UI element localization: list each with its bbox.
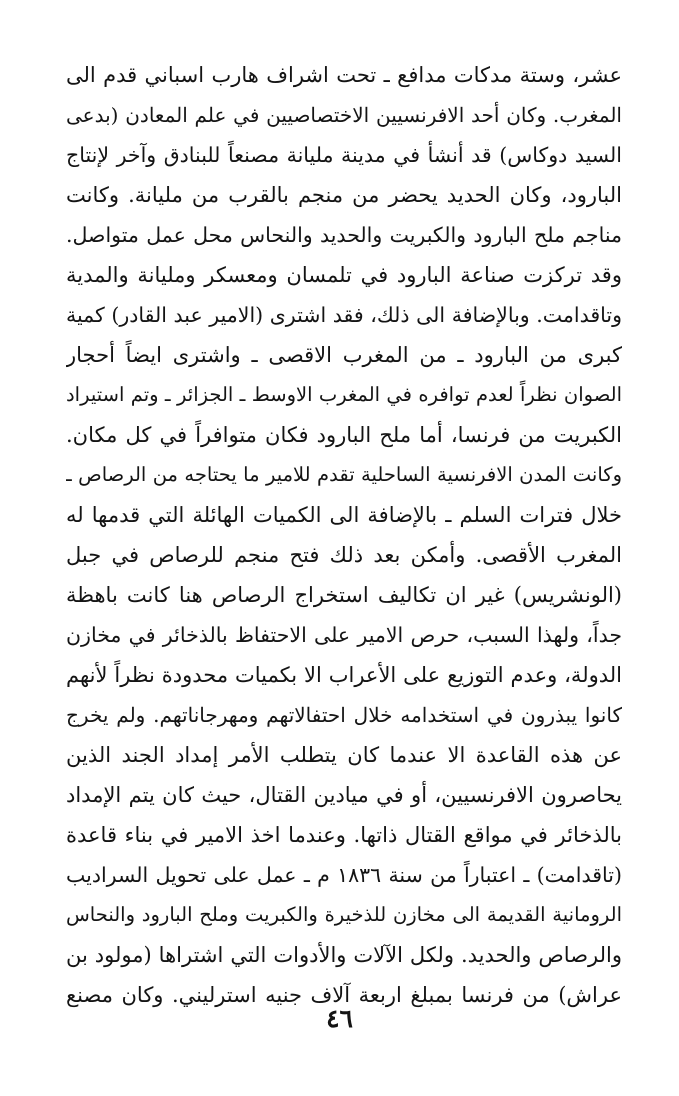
text-line-8: كبرى من البارود ـ من المغرب الاقصى ـ واشترى ايضاً أحجار [66,343,622,367]
text-line-11: وكانت المدن الافرنسية الساحلية تقدم للامير ما يحتاجه من الرصاص ـ [66,463,622,486]
text-line-6: وقد تركزت صناعة البارود في تلمسان ومعسكر ومليانة والمدية [66,263,622,287]
text-line-15: جداً، ولهذا السبب، حرص الامير على الاحتفاظ بالذخائر في مخازن [66,623,622,647]
text-line-1: عشر، وستة مدكات مدافع ـ تحت اشراف هارب اسباني قدم الى [66,63,622,87]
text-line-2: المغرب. وكان أحد الافرنسيين الاختصاصيين في علم المعادن (بدعى [66,103,622,127]
text-line-13: المغرب الأقصى. وأمكن بعد ذلك فتح منجم للرصاص في جبل [66,543,622,567]
text-line-9: الصوان نظراً لعدم توافره في المغرب الاوسط ـ الجزائر ـ وتم استيراد [66,383,622,406]
text-line-7: وتاقدامت. وبالإضافة الى ذلك، فقد اشترى (الامير عبد القادر) كمية [66,303,622,327]
text-line-12: خلال فترات السلم ـ بالإضافة الى الكميات الهائلة التي قدمها له [66,503,622,527]
text-line-3: السيد دوكاس) قد أنشأ في مدينة مليانة مصنعاً للبنادق وآخر لإنتاج [66,143,622,167]
text-line-20: بالذخائر في مواقع القتال ذاتها. وعندما اخذ الامير في بناء قاعدة [66,823,622,847]
text-line-16: الدولة، وعدم التوزيع على الأعراب الا بكميات محدودة نظراً لأنهم [66,663,622,687]
page-number: ٤٦ [326,1004,353,1033]
text-line-19: يحاصرون الافرنسيين، أو في ميادين القتال، حيث كان يتم الإمداد [66,783,622,807]
text-line-22: الرومانية القديمة الى مخازن للذخيرة والكبريت وملح البارود والنحاس [66,903,622,926]
body-text [66,55,622,1015]
text-line-4: البارود، وكان الحديد يحضر من منجم بالقرب من مليانة. وكانت [66,183,622,207]
text-line-24: عراش) من فرنسا بمبلغ اربعة آلاف جنيه استرليني. وكان مصنع [66,983,622,1007]
text-line-17: كانوا يبذرون في استخدامه خلال احتفالاتهم ومهرجاناتهم. ولم يخرج [66,703,622,727]
text-line-5: مناجم ملح البارود والكبريت والحديد والنحاس محل عمل متواصل. [66,223,622,247]
text-line-23: والرصاص والحديد. ولكل الآلات والأدوات التي اشتراها (مولود بن [66,943,622,967]
text-line-14: (الونشريس) غير ان تكاليف استخراج الرصاص هنا كانت باهظة [66,583,622,607]
text-line-21: (تاقدامت) ـ اعتباراً من سنة ١٨٣٦ م ـ عمل على تحويل السراديب [66,863,622,887]
text-line-18: عن هذه القاعدة الا عندما كان يتطلب الأمر إمداد الجند الذين [66,743,622,767]
text-line-10: الكبريت من فرنسا، أما ملح البارود فكان متوافراً في كل مكان. [66,423,622,447]
